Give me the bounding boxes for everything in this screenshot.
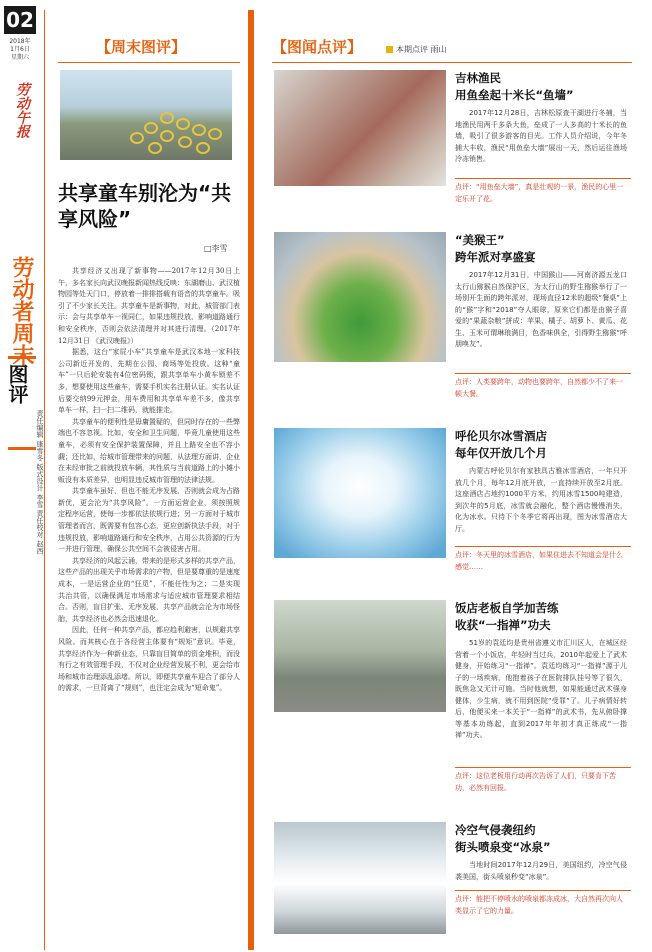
left-section-title: 【周末图评】 [96, 38, 187, 56]
story-text: 当地时间2017年12月29日，美国纽约，冷空气侵袭美国，街头喷泉秒变“冰泉”。 [455, 861, 627, 881]
shared-kids-cars-photo [60, 70, 232, 160]
story-title-line: 跨年派对享盛宴 [455, 250, 536, 264]
story-title-line: 冷空气侵袭纽约 [455, 823, 536, 837]
article-paragraph: 共享童车的便利性是毋庸置疑的，但同时存在的一些弊端也不容忽视。比如，安全和卫生问题，毕竟儿童使用这些童车，必须有安全保护装置保障，并且上路安全也不容小觑；还比如，给城市管理带来的问题，从法理方面讲，企业在未经审批之前就投放车辆，其性质与当前道路上的小摊小贩没有本质差异，也明显违反城市管理的法律法规。 [58, 417, 240, 484]
story-title-line: 每年仅开放几个月 [455, 446, 547, 460]
story-title-line: 用鱼垒起十米长“鱼墙” [455, 88, 574, 102]
story-body [455, 638, 627, 742]
comment-divider [455, 767, 631, 768]
article-headline: 共享童车别沦为“共享风险” [58, 181, 232, 231]
story-text: 51岁的袁廷均是贵州省遵义市汇川区人，在城区经营着一个小饭店，年轻时当过兵，2010年起爱上了武术健身，开始练习“一指禅”。袁廷均练习“一指禅”源于儿子的一场疾病，他抱着孩子在医院排队挂号等了很久，既焦急又无计可施。当时他就想，如果能通过武术强身健体，少生病，就不用到医院“受罪”了。儿子病情好转后，他便买来一本关于“一指禅”的武术书，先从俯卧撑等基本功练起，直到2017年年初才真正练成“一指禅”功夫。 [455, 639, 627, 739]
newspaper-logo: 劳动午报 [14, 82, 30, 138]
one-finger-kungfu-photo [274, 600, 446, 712]
story-comment: 点评：人类要跨年，动物也要跨年，自然都少不了来一顿大餐。 [455, 378, 623, 398]
story-title [455, 232, 645, 266]
story-title-line: 街头喷泉变“冰泉” [455, 840, 551, 854]
story-comment: 点评：冬天里的冰雪酒店，如果住进去不知道会是什么感觉…… [455, 551, 623, 571]
commentator-text: 本期点评 雨山 [396, 45, 447, 54]
page-number: 02 [4, 6, 36, 34]
story-body [455, 108, 627, 166]
monkey-feast-photo [274, 232, 446, 362]
square-bullet-icon [386, 46, 393, 53]
story-body [455, 860, 627, 883]
story-title-line: 饭店老板自学加苦练 [455, 601, 559, 615]
frozen-fountain-photo [274, 822, 446, 934]
article-paragraph: 据悉，这台“家屁小车”共享童车是武汉本地一家科技公司新近开发的，先期在公园、商场等处投放。这种“童车”一只后轮安装有4位密码锁，跟共享单车小黄车锁差不多，想要使用这些童车，需要手机实名注册认证。实名认证后要交纳99元押金，用车费用和共享单车差不多，像共享单车一样，扫一扫二维码，就能推走。 [58, 348, 240, 415]
story-comment: 点评：“用鱼垒大墙”，真是壮观的一景，渔民的心里一定乐开了花。 [455, 183, 624, 203]
story-title-line: 收获“一指禅”功夫 [455, 618, 551, 632]
fish-wall-photo [274, 70, 446, 186]
story-comment: 点评：能把不停喷水的喷泉都冻成冰，大自然再次向人类显示了它的力量。 [455, 895, 623, 915]
article-paragraph: 共享童车虽好，但也不能无序发展，否则就会成为占路新优，更会沦为“共享风险”。一方面运营企业，须按照规定程序运营，使每一步都依法依规行进；另一方面对于城市管理者而言，既需要有包容心态，更应创新执法手段，对于违规投放，影响道路通行和安全秩序，占用公共资源的行为一并进行管理，确保公共空间不会被侵害占用。 [58, 487, 240, 554]
story-title [455, 600, 645, 634]
comment-divider [455, 546, 631, 547]
section-name: 劳动者周末 [9, 256, 34, 366]
story-title-line: 吉林渔民 [455, 71, 501, 85]
article-paragraph: 共享经济又出现了新事物——2017年12月30日上午，多名家长向武汉晚报新闻热线反映：东湖磨山、武汉植物园等处天门口，停放着一排排搭载有语音的共享童车。吸引了不少家长关注。共享童车是新事物，对此，城管部门表示：会与共享单车一视同仁，如果违规投放，影响道路通行和安全秩序，否则会依法清理并对其进行清理。（2017年12月31日 《武汉晚报》） [58, 267, 240, 345]
comment-divider [455, 178, 631, 179]
column-name: 图评 [5, 364, 29, 404]
column-divider [248, 10, 254, 950]
commentator-credit [386, 44, 447, 55]
story-title [455, 428, 645, 462]
ice-hotel-photo [274, 428, 446, 558]
article-paragraph: 因此，任何一种共享产品，都应趋利避害，以规避共享风险。而其核心在于各经营主体要有“规矩”意识。毕竟，共享经济作为一种新业态，只靠盲目简单的资金堆积，而没有行之有效管理手段，不仅对企业经营发展不利，更会给市场和城市治理添乱添堵。所以，即便共享童车迎合了部分人的需求，一旦背离了“规则”，也注定会成为“短命鬼”。 [58, 626, 240, 693]
story-title-line: “美猴王” [455, 233, 505, 247]
story-body [455, 270, 627, 351]
issue-date [4, 38, 36, 62]
story-title [455, 70, 645, 104]
article-body [58, 266, 240, 695]
date-year: 2018年 [9, 38, 31, 45]
story-text: 内蒙古呼伦贝尔有家独具古雅冰雪酒店，一年只开放几个月，每年12月底开放，一直持续开放至2月底。这座酒店占地约1000平方米，约用冰雪1500吨建造，到次年的5月底，冰雪就会融化，整个酒店慢慢消失，化为冰水。只待下个冬季它将再出现，图为冰雪酒店大厅。 [455, 467, 627, 533]
story-title [455, 822, 645, 856]
date-weekday: 星期六 [10, 54, 29, 61]
story-comment: 点评：这位老板用行动再次告诉了人们，只要肯下苦功，必然有回报。 [455, 772, 616, 792]
right-section-rule [272, 62, 632, 63]
story-text: 2017年12月31日，中国猴山——河南济源五龙口太行山猕猴自然保护区，为太行山的野生猕猴举行了一场别开生面的跨年派对，现场直径12米的超级“餐桌”上的“猴”字和“2018”夺人眼球，原来它们都是由猴子喜爱的“果蔬杂粮”拼成：苹果、橘子、胡萝卜、黄瓜、花生、玉米可谓琳琅满目，色香味俱全，引得野生猕猴“呼朋唤友”。 [455, 271, 627, 348]
story-title-line: 呼伦贝尔冰雪酒店 [455, 429, 547, 443]
comment-divider [455, 890, 631, 891]
story-text: 2017年12月28日，吉林松原查干湖进行冬捕，当地渔民用两千多条大鱼，垒成了一人多高的十米长的鱼墙，吸引了很多游客的目光。工作人员介绍说，今年冬捕大丰收，渔民“用鱼垒大墙”展出一天，然后运往渔场冷冻销售。 [455, 109, 627, 163]
right-section-title: 【图闻点评】 [272, 38, 363, 56]
masthead-divider [44, 10, 45, 950]
comment-divider [455, 373, 631, 374]
date-day: 1月6日 [10, 46, 30, 53]
article-byline: □李雪 [204, 244, 228, 253]
editor-credits: 责任编辑 康雪冬 版式设计 李雪 责任校对 赵西 [36, 410, 44, 555]
left-section-rule [58, 62, 240, 63]
story-body [455, 466, 627, 535]
article-paragraph: 共享经济的风起云涌，带来的是形式多样的共享产品，这些产品的出现关乎市场需求的产物，但是要尊重的是速度成本，一是运营企业的“狂觅”，不能任性为之；二是实现共治共管，以确保满足市场需求与适应城市管理要求相结合。否则，盲目扩张、无序发展，共享产品就会沦为市场怪胎，共享经济也必然会迅速退化。 [58, 556, 240, 623]
